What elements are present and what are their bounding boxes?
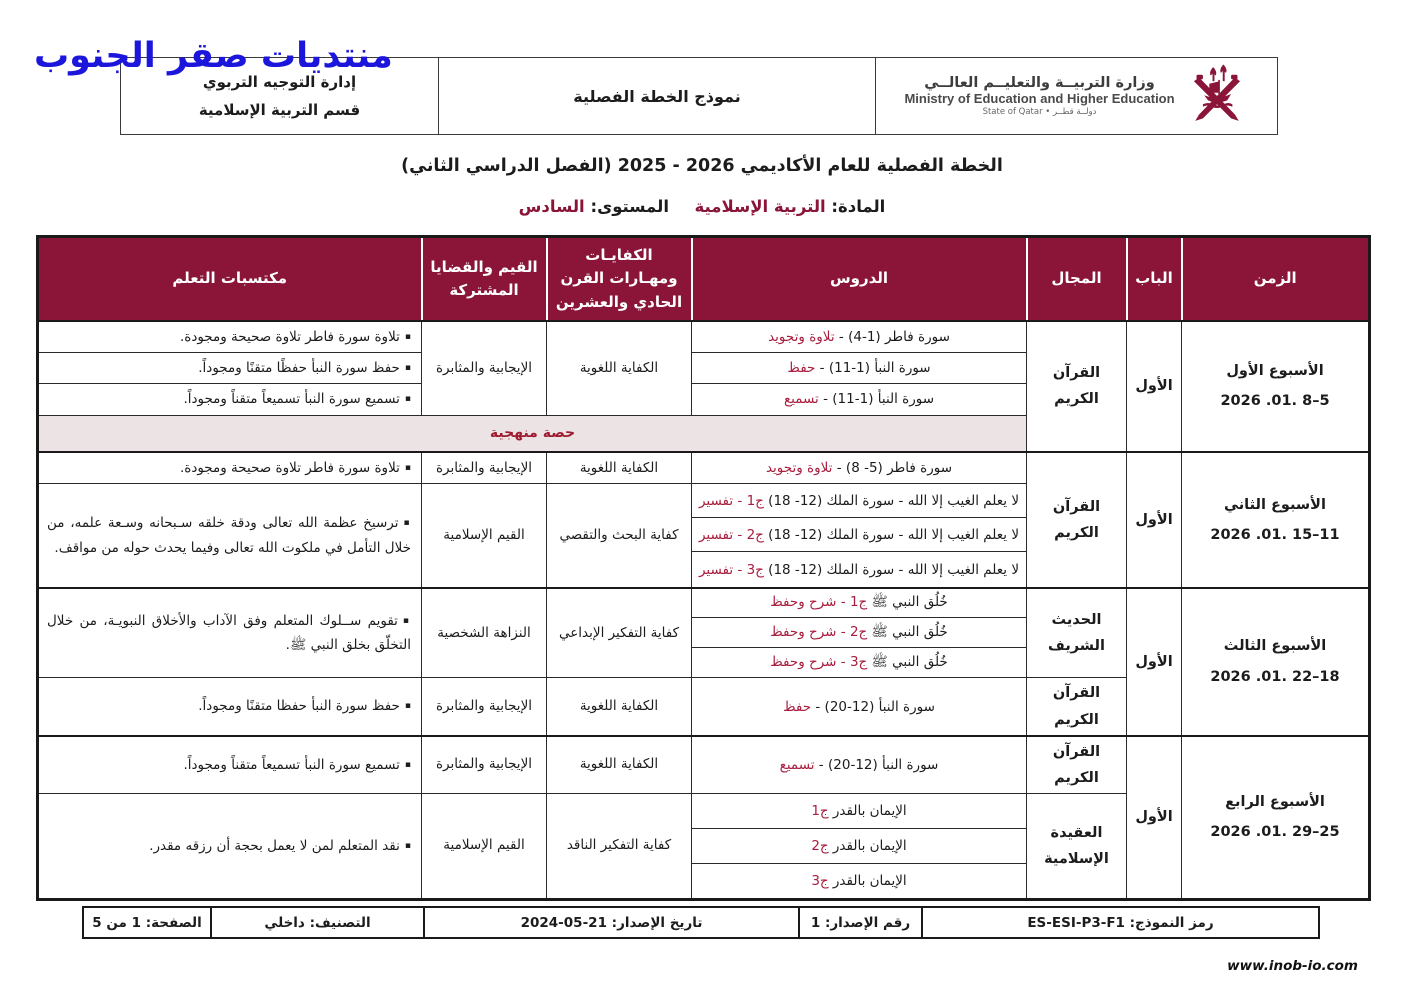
outcome-text: حفظ سورة النبأ حفظا متقنًا ومجوداً. bbox=[198, 698, 400, 715]
value-cell: القيم الإسلامية bbox=[422, 793, 547, 899]
week2-time-cell bbox=[1182, 452, 1370, 588]
classification-value: داخلي bbox=[264, 914, 305, 931]
department-line-2: قسم التربية الإسلامية bbox=[198, 101, 361, 119]
title-pre: الخطة الفصلية للعام الأكاديمي bbox=[740, 156, 1003, 176]
col-header-outcomes: مكتسبات التعلم bbox=[38, 237, 422, 321]
footer-table bbox=[82, 906, 1320, 939]
week3-dates: 2026 .01. 22–18 bbox=[1210, 668, 1340, 685]
lesson-cell bbox=[692, 353, 1027, 384]
week1-time-cell bbox=[1182, 321, 1370, 452]
lesson-text: سورة فاطر (1-4) - bbox=[834, 328, 950, 345]
competency-cell: الكفاية اللغوية bbox=[547, 736, 692, 794]
value-cell: القيم الإسلامية bbox=[422, 484, 547, 588]
lesson-text-red: ج1 - تفسير bbox=[698, 492, 764, 509]
subject-label: المادة: bbox=[831, 197, 886, 216]
lesson-cell bbox=[692, 321, 1027, 353]
lesson-text-red: ج1 bbox=[811, 802, 829, 819]
competency-cell: كفاية التفكير الناقد bbox=[547, 793, 692, 899]
site-watermark: www.inob-io.com bbox=[1227, 958, 1358, 974]
table-row bbox=[38, 588, 1370, 618]
competency-cell: الكفاية اللغوية bbox=[547, 452, 692, 484]
plan-table bbox=[36, 235, 1371, 901]
week1-name: الأسبوع الأول bbox=[1226, 363, 1324, 379]
square-bullet-icon: ▪ bbox=[403, 518, 411, 529]
square-bullet-icon: ▪ bbox=[404, 394, 411, 405]
competency-cell: الكفاية اللغوية bbox=[547, 321, 692, 415]
level-label: المستوى: bbox=[590, 197, 669, 216]
week4-chapter-cell: الأول bbox=[1127, 736, 1182, 900]
week4-name: الأسبوع الرابع bbox=[1225, 793, 1325, 810]
lesson-text-red: تسميع bbox=[779, 756, 815, 773]
square-bullet-icon: ▪ bbox=[404, 840, 411, 851]
lesson-cell bbox=[692, 588, 1027, 618]
week3-domain-cell-1: الحديث الشريف bbox=[1027, 588, 1127, 678]
square-bullet-icon: ▪ bbox=[404, 331, 411, 342]
week3-name: الأسبوع الثالث bbox=[1223, 638, 1327, 655]
issue-date-cell bbox=[424, 907, 799, 938]
lesson-cell bbox=[692, 452, 1027, 484]
methodology-session-cell: حصة منهجية bbox=[38, 415, 1027, 452]
week3-time-cell bbox=[1182, 588, 1370, 736]
issue-number-cell bbox=[799, 907, 922, 938]
competency-cell: كفاية البحث والتقصي bbox=[547, 484, 692, 588]
lesson-text: الإيمان بالقدر bbox=[828, 872, 907, 889]
lesson-cell bbox=[692, 863, 1027, 899]
lesson-cell bbox=[692, 648, 1027, 678]
value-cell: الإيجابية والمثابرة bbox=[422, 321, 547, 415]
subject-line bbox=[0, 197, 1404, 216]
lesson-text-red: تسميع bbox=[783, 391, 819, 408]
plan-table-header-row bbox=[38, 237, 1370, 321]
lesson-text-red: ج3 - شرح وحفظ bbox=[770, 653, 868, 670]
week1-dates: 2026 .01. 8–5 bbox=[1220, 393, 1330, 410]
col-header-chapter: الباب bbox=[1127, 237, 1182, 321]
competency-cell: الكفاية اللغوية bbox=[547, 678, 692, 736]
issue-number-label: رقم الإصدار: bbox=[824, 914, 911, 931]
square-bullet-icon: ▪ bbox=[404, 463, 411, 474]
week4-time-cell bbox=[1182, 736, 1370, 900]
outcome-text: نقد المتعلم لمن لا يعمل بحجة أن رزقه مقدر. bbox=[149, 837, 400, 854]
issue-date-label: تاريخ الإصدار: bbox=[611, 914, 703, 931]
square-bullet-icon: ▪ bbox=[404, 701, 411, 712]
outcome-text: تلاوة سورة فاطر تلاوة صحيحة ومجودة. bbox=[179, 460, 400, 477]
lesson-text-red: ج2 - تفسير bbox=[698, 526, 764, 543]
lesson-text: سورة النبأ (12-20) - bbox=[814, 756, 939, 773]
lesson-text: سورة النبأ (1-11) - bbox=[815, 360, 931, 377]
outcome-cell bbox=[38, 736, 422, 794]
classification-label: التصنيف: bbox=[309, 914, 371, 931]
col-header-lessons: الدروس bbox=[692, 237, 1027, 321]
value-cell: الإيجابية والمثابرة bbox=[422, 678, 547, 736]
week2-name: الأسبوع الثاني bbox=[1224, 496, 1326, 513]
ministry-name-en: Ministry of Education and Higher Education bbox=[904, 91, 1175, 106]
lesson-text-red: ج3 - تفسير bbox=[698, 561, 764, 578]
outcome-cell bbox=[38, 384, 422, 415]
outcome-text: ترسيخ عظمة الله تعالى ودقة خلقه سـبحانه وسـعة علمه، من خلال التأمل في ملكوت الله تعالى وفيما يحدث حوله من مواقف. bbox=[47, 515, 411, 556]
week2-dates: 2026 .01. 15–11 bbox=[1210, 527, 1340, 544]
week1-domain-cell: القرآن الكريم bbox=[1027, 321, 1127, 452]
table-row bbox=[38, 321, 1370, 353]
week4-dates: 2026 .01. 29–25 bbox=[1210, 824, 1340, 841]
lesson-text-red: حفظ bbox=[783, 698, 812, 715]
ministry-name-block bbox=[904, 75, 1174, 117]
lesson-text: خُلُق النبي ﷺ bbox=[867, 594, 948, 611]
lesson-text-red: ج2 - شرح وحفظ bbox=[770, 623, 868, 640]
lesson-cell bbox=[692, 793, 1027, 828]
lesson-text-red: تلاوة وتجويد bbox=[765, 460, 833, 477]
ministry-name-ar: وزارة التربيــة والتعليــم العالــي bbox=[924, 75, 1155, 91]
level-value: السادس bbox=[518, 197, 585, 216]
col-header-competencies: الكفايـات ومهـارات القرن الحادي والعشرين bbox=[547, 237, 692, 321]
col-header-time: الزمن bbox=[1182, 237, 1370, 321]
issue-date-value: 21-05-2024 bbox=[520, 914, 607, 931]
lesson-text: لا يعلم الغيب إلا الله - سورة الملك (12- 18) bbox=[763, 526, 1020, 543]
outcome-cell bbox=[38, 793, 422, 899]
lesson-cell bbox=[692, 618, 1027, 648]
square-bullet-icon: ▪ bbox=[404, 759, 411, 770]
competency-cell: كفاية التفكير الإبداعي bbox=[547, 588, 692, 678]
form-title-cell: نموذج الخطة الفصلية bbox=[439, 58, 876, 135]
lesson-text: سورة النبأ (1-11) - bbox=[818, 391, 935, 408]
form-code-cell bbox=[922, 907, 1319, 938]
lesson-text: خُلُق النبي ﷺ bbox=[867, 653, 948, 670]
title-post: (الفصل الدراسي الثاني) bbox=[401, 156, 612, 176]
lesson-text: سورة النبأ (12-20) - bbox=[811, 698, 935, 715]
outcome-cell bbox=[38, 588, 422, 678]
outcome-text: تلاوة سورة فاطر تلاوة صحيحة ومجودة. bbox=[179, 328, 400, 345]
value-cell: النزاهة الشخصية bbox=[422, 588, 547, 678]
outcome-cell bbox=[38, 452, 422, 484]
department-line-1: إدارة التوجيه التربوي bbox=[202, 72, 357, 91]
col-header-domain: المجال bbox=[1027, 237, 1127, 321]
state-of-qatar-line: دولــة قطــر • State of Qatar bbox=[982, 107, 1097, 117]
table-row bbox=[38, 452, 1370, 484]
issue-number-value: 1 bbox=[810, 914, 821, 931]
table-row bbox=[38, 736, 1370, 794]
form-code-label: رمز النموذج: bbox=[1129, 914, 1214, 931]
qatar-emblem-icon bbox=[1185, 62, 1249, 130]
ministry-logo-cell bbox=[876, 58, 1278, 135]
lesson-text-red: ج3 bbox=[811, 872, 829, 889]
lesson-cell bbox=[692, 828, 1027, 863]
lesson-text-red: ج1 - شرح وحفظ bbox=[770, 594, 868, 611]
week4-domain-cell-1: القرآن الكريم bbox=[1027, 736, 1127, 794]
outcome-text: تسميع سورة النبأ تسميعاً متقناً ومجوداً. bbox=[183, 756, 400, 773]
outcome-text: حفظ سورة النبأ حفظًا متقنًا ومجوداً. bbox=[198, 360, 400, 377]
lesson-cell bbox=[692, 552, 1027, 588]
lesson-text: الإيمان بالقدر bbox=[828, 802, 907, 819]
week2-chapter-cell: الأول bbox=[1127, 452, 1182, 588]
outcome-cell bbox=[38, 353, 422, 384]
lesson-text: خُلُق النبي ﷺ bbox=[867, 623, 948, 640]
forum-watermark: منتديات صقر الجنوب bbox=[34, 36, 393, 76]
page-number-cell bbox=[83, 907, 211, 938]
week4-domain-cell-2: العقيدة الإسلامية bbox=[1027, 793, 1127, 899]
classification-cell bbox=[211, 907, 424, 938]
subject-value: التربية الإسلامية bbox=[694, 197, 826, 216]
week1-chapter-cell: الأول bbox=[1127, 321, 1182, 452]
week2-domain-cell: القرآن الكريم bbox=[1027, 452, 1127, 588]
page-number-value: 1 من 5 bbox=[92, 914, 141, 931]
lesson-text: لا يعلم الغيب إلا الله - سورة الملك (12- 18) bbox=[763, 492, 1020, 509]
lesson-text: الإيمان بالقدر bbox=[828, 837, 907, 854]
form-code-value: ES-ESI-P3-F1 bbox=[1027, 914, 1125, 931]
lesson-cell bbox=[692, 736, 1027, 794]
outcome-cell bbox=[38, 678, 422, 736]
lesson-cell bbox=[692, 678, 1027, 736]
square-bullet-icon: ▪ bbox=[404, 363, 411, 374]
outcome-text: تسميع سورة النبأ تسميعاً متقناً ومجوداً. bbox=[183, 391, 400, 408]
lesson-text: لا يعلم الغيب إلا الله - سورة الملك (12- 18) bbox=[763, 561, 1020, 578]
week3-domain-cell-2: القرآن الكريم bbox=[1027, 678, 1127, 736]
lesson-cell bbox=[692, 484, 1027, 518]
outcome-cell bbox=[38, 321, 422, 353]
outcome-text: تقويم ســلوك المتعلم وفق الآداب والأخلاق النبويـة، من خلال التخلّق بخلق النبي ﷺ. bbox=[47, 612, 411, 654]
value-cell: الإيجابية والمثابرة bbox=[422, 452, 547, 484]
lesson-cell bbox=[692, 384, 1027, 415]
lesson-text-red: تلاوة وتجويد bbox=[768, 328, 835, 345]
outcome-cell bbox=[38, 484, 422, 588]
document-title bbox=[0, 156, 1404, 176]
lesson-text-red: ج2 bbox=[811, 837, 829, 854]
value-cell: الإيجابية والمثابرة bbox=[422, 736, 547, 794]
square-bullet-icon: ▪ bbox=[402, 615, 411, 626]
lesson-text: سورة فاطر (5- 8) - bbox=[832, 460, 953, 477]
lesson-text-red: حفظ bbox=[787, 360, 816, 377]
title-years: 2025 - 2026 bbox=[617, 156, 735, 176]
lesson-cell bbox=[692, 518, 1027, 552]
week3-chapter-cell: الأول bbox=[1127, 588, 1182, 736]
page-number-label: الصفحة: bbox=[145, 914, 202, 931]
col-header-values: القيم والقضايا المشتركة bbox=[422, 237, 547, 321]
